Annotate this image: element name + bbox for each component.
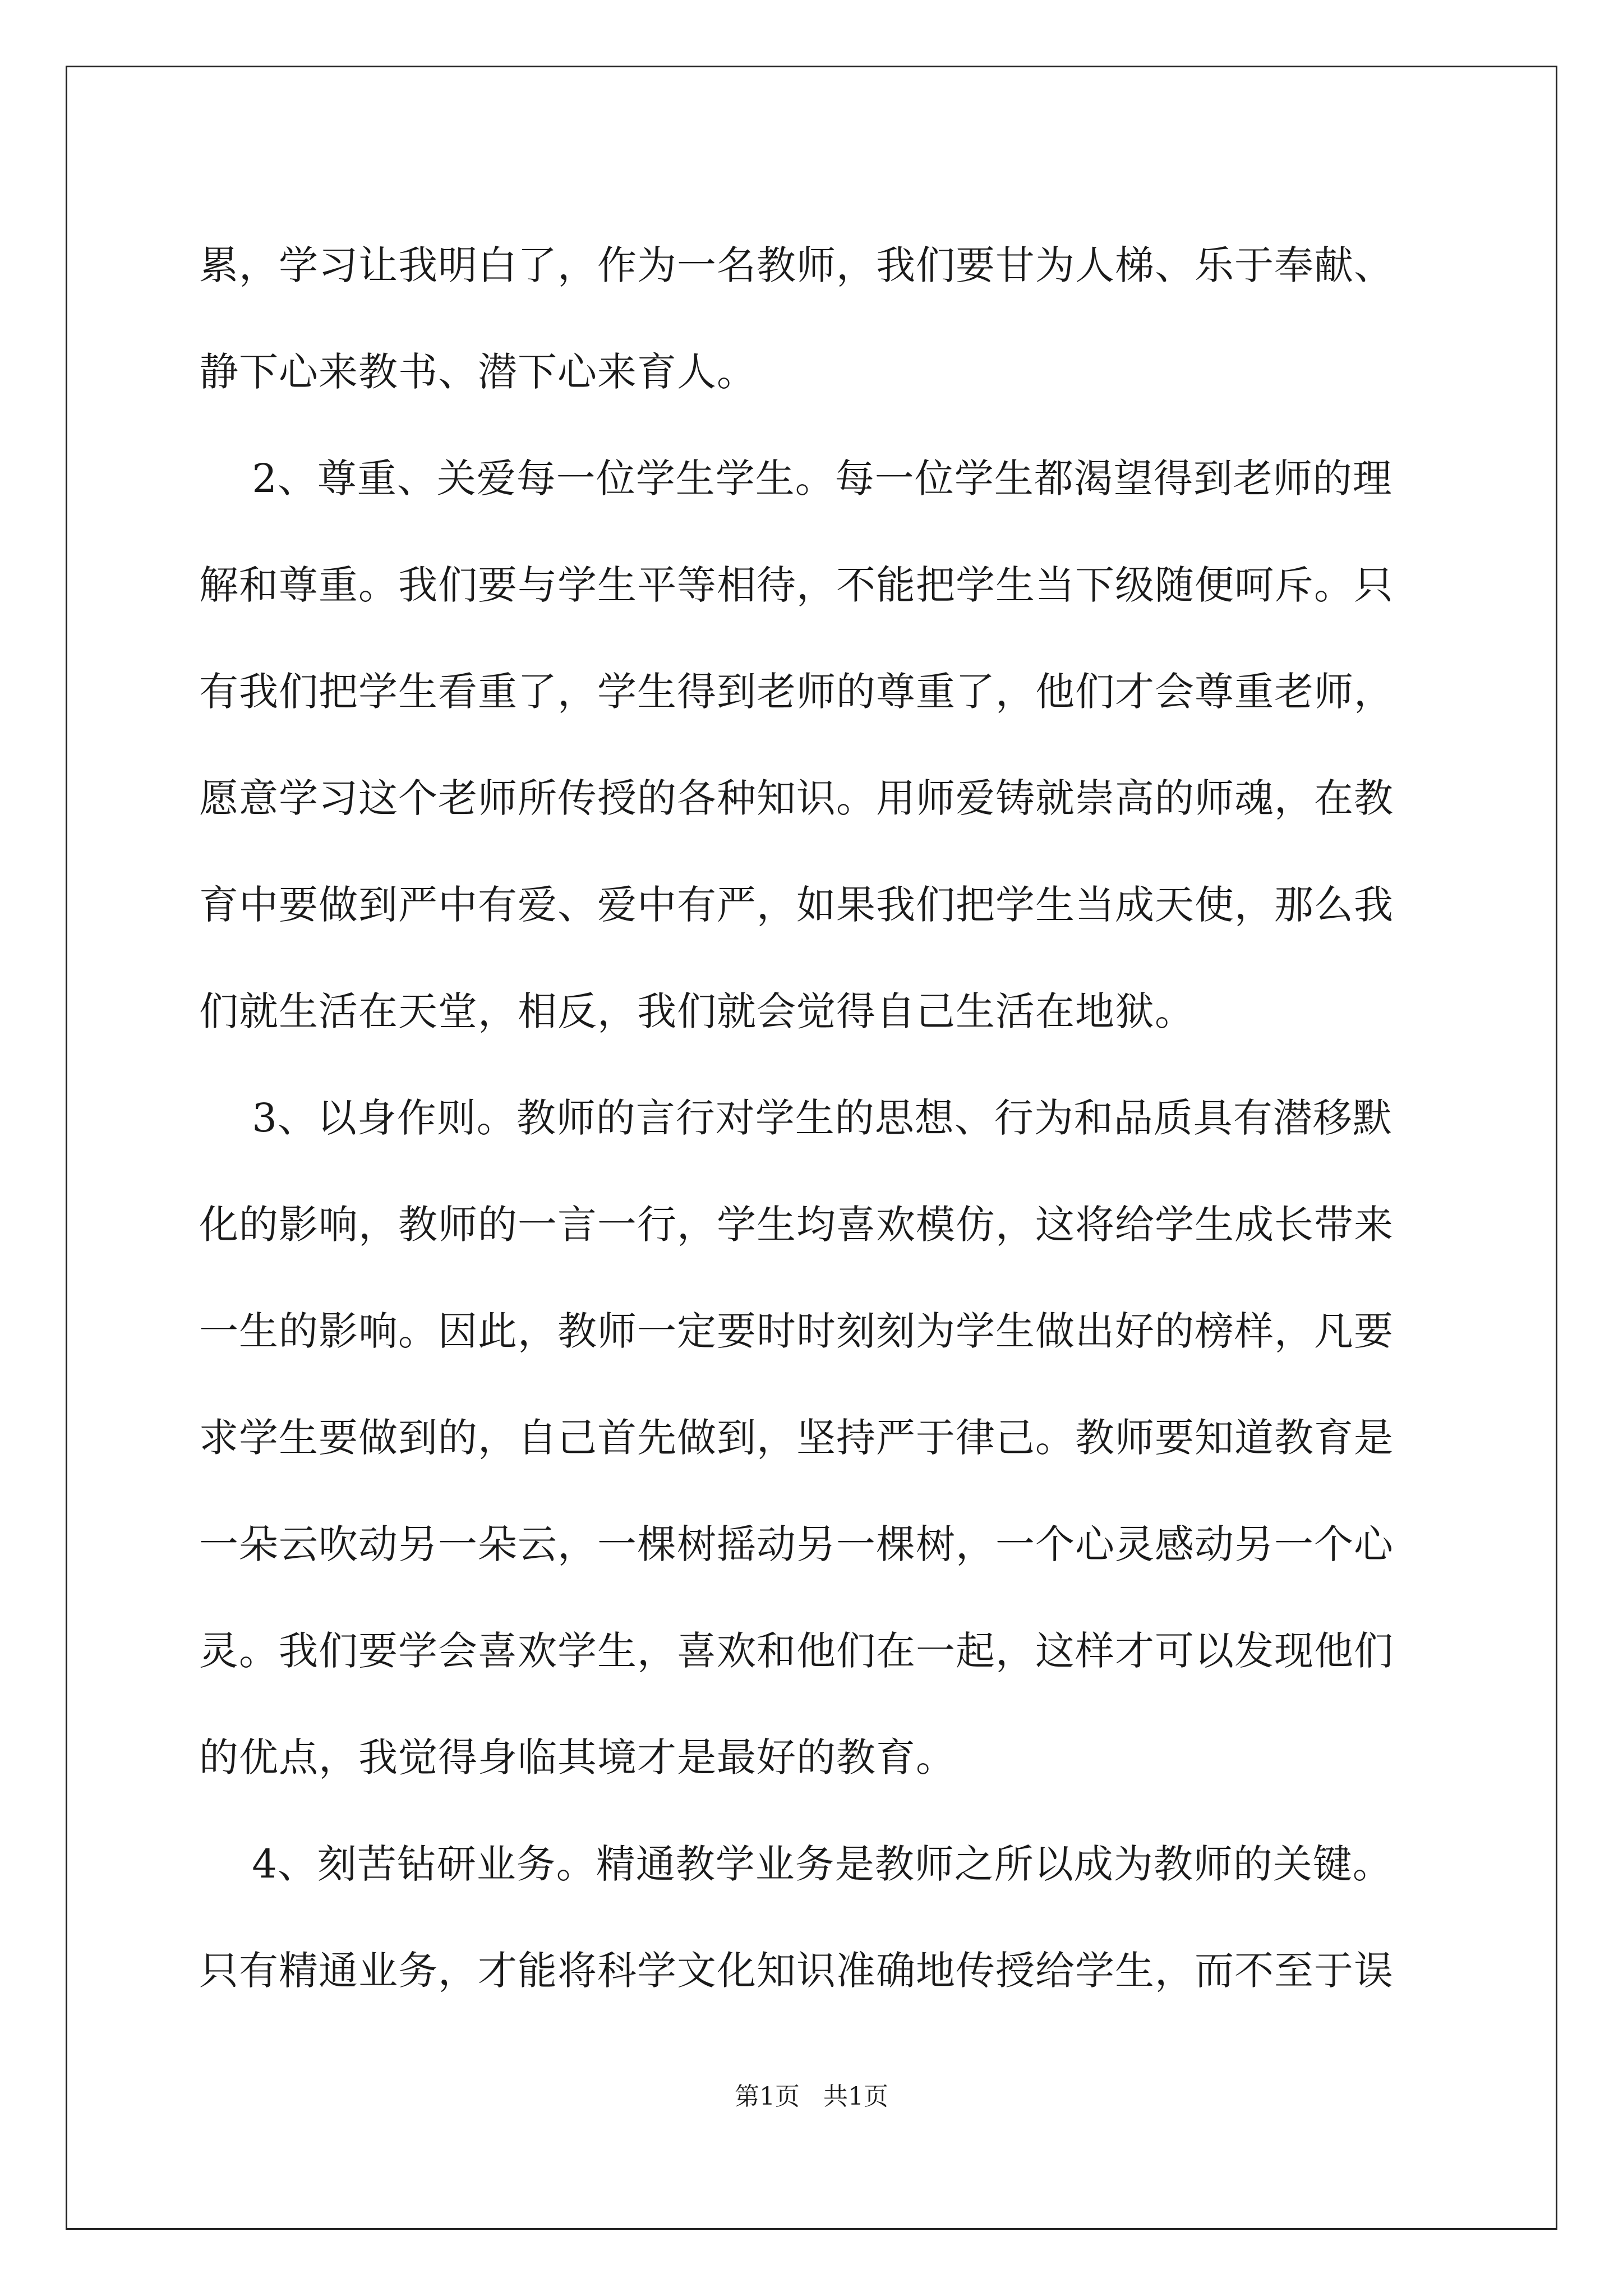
paragraph-start-line: 2、尊重、关爱每一位学生学生。每一位学生都渴望得到老师的理	[199, 455, 1393, 501]
text-line: 一朵云吹动另一朵云，一棵树摇动另一棵树，一个心灵感动另一个心	[199, 1521, 1394, 1567]
text-line: 愿意学习这个老师所传授的各种知识。用师爱铸就崇高的师魂，在教	[199, 775, 1394, 821]
text-line: 化的影响，教师的一言一行，学生均喜欢模仿，这将给学生成长带来	[199, 1202, 1394, 1248]
text-line: 有我们把学生看重了，学生得到老师的尊重了，他们才会尊重老师，	[199, 669, 1394, 715]
text-line: 求学生要做到的，自己首先做到，坚持严于律己。教师要知道教育是	[199, 1415, 1394, 1461]
text-line: 累，学习让我明白了，作为一名教师，我们要甘为人梯、乐于奉献、	[199, 242, 1394, 288]
document-body	[199, 212, 1433, 2024]
text-line: 只有精通业务，才能将科学文化知识准确地传授给学生，而不至于误	[199, 1948, 1394, 1994]
text-line: 们就生活在天堂，相反，我们就会觉得自己生活在地狱。	[199, 988, 1195, 1034]
text-line: 育中要做到严中有爱、爱中有严，如果我们把学生当成天使，那么我	[199, 882, 1394, 928]
paragraph-start-line: 4、刻苦钻研业务。精通教学业务是教师之所以成为教师的关键。	[199, 1841, 1393, 1887]
paragraph-start-line: 3、以身作则。教师的言行对学生的思想、行为和品质具有潜移默	[199, 1095, 1393, 1141]
text-line: 静下心来教书、潜下心来育人。	[199, 349, 757, 395]
text-line: 的优点，我觉得身临其境才是最好的教育。	[199, 1734, 956, 1780]
text-line: 解和尊重。我们要与学生平等相待，不能把学生当下级随便呵斥。只	[199, 562, 1394, 608]
page-number-footer: 第1页 共1页	[735, 2082, 888, 2111]
text-line: 灵。我们要学会喜欢学生，喜欢和他们在一起，这样才可以发现他们	[199, 1628, 1394, 1674]
text-line: 一生的影响。因此，教师一定要时时刻刻为学生做出好的榜样，凡要	[199, 1308, 1394, 1354]
